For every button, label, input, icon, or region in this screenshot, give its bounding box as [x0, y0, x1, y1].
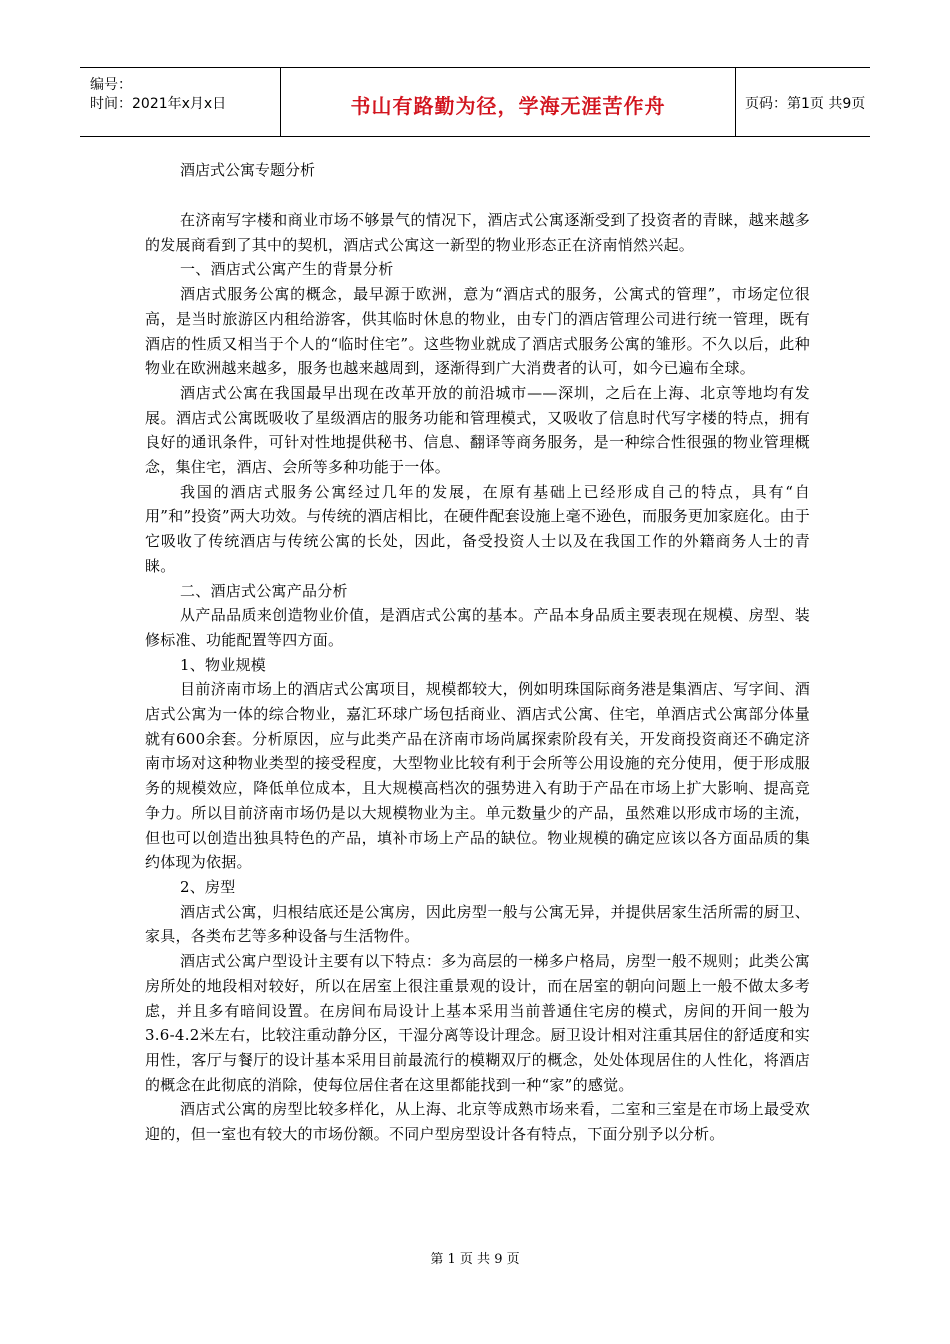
motto: 书山有路勤为径，学海无涯苦作舟	[350, 94, 666, 118]
header-left-cell	[80, 68, 280, 136]
section-heading: 二、酒店式公寓产品分析	[180, 581, 348, 600]
section-heading: 一、酒店式公寓产生的背景分析	[180, 260, 394, 279]
paragraph: 从产品品质来创造物业价值，是酒店式公寓的基本。产品本身品质主要表现在规模、房型、装修标准、功能配置等四方面。	[145, 606, 810, 649]
paragraph: 目前济南市场上的酒店式公寓项目，规模都较大，例如明珠国际商务港是集酒店、写字间、酒店式公寓为一体的综合物业，嘉汇环球广场包括商业、酒店式公寓、住宅，单酒店式公寓部分体量就有600余套。分析原因，应与此类产品在济南市场尚属探索阶段有关，开发商投资商还不确定济南市场对这种物业类型的接受程度，大型物业比较有利于会所等公用设施的充分使用，便于形成服务的规模效应，降低单位成本，且大规模高档次的强势进入有助于产品在市场上扩大影响、提高竞争力。所以目前济南市场仍是以大规模物业为主。单元数量少的产品，虽然难以形成市场的主流，但也可以创造出独具特色的产品，填补市场上产品的缺位。物业规模的确定应该以各方面品质的集约体现为依据。	[145, 680, 810, 872]
page-header	[80, 67, 870, 137]
paragraph: 酒店式公寓，归根结底还是公寓房，因此房型一般与公寓无异，并提供居家生活所需的厨卫、家具，各类布艺等多种设备与生活物件。	[145, 902, 810, 946]
paragraph: 酒店式公寓在我国最早出现在改革开放的前沿城市——深圳，之后在上海、北京等地均有发展。酒店式公寓既吸收了星级酒店的服务功能和管理模式，又吸收了信息时代写字楼的特点，拥有良好的通讯条件，可针对性地提供秘书、信息、翻译等商务服务，是一种综合性很强的物业管理概念，集住宅，酒店、会所等多种功能于一体。	[145, 383, 810, 477]
time-label: 时间：2021年x月x日	[90, 96, 227, 112]
header-page-cell	[735, 68, 870, 136]
paragraph: 酒店式公寓的房型比较多样化，从上海、北京等成熟市场来看，二室和三室是在市场上最受欢迎的，但一室也有较大的市场份额。不同户型房型设计各有特点，下面分别予以分析。	[145, 1100, 810, 1144]
page-footer: 第 1 页 共 9 页	[430, 1252, 520, 1267]
paragraph: 我国的酒店式服务公寓经过几年的发展，在原有基础上已经形成自己的特点，具有“自用”和”投资”两大功效。与传统的酒店相比，在硬件配套设施上毫不逊色，而服务更加家庭化。由于它吸收了传统酒店与传统公寓的长处，因此，备受投资人士以及在我国工作的外籍商务人士的青睐。	[145, 482, 810, 575]
document-body	[145, 158, 810, 1147]
paragraph: 酒店式服务公寓的概念，最早源于欧洲，意为“酒店式的服务，公寓式的管理”，市场定位很高，是当时旅游区内租给游客，供其临时休息的物业，由专门的酒店管理公司进行统一管理，既有酒店的性质又相当于个人的“临时住宅”。这些物业就成了酒店式服务公寓的雏形。不久以后，此种物业在欧洲越来越多，服务也越来越周到，逐渐得到广大消费者的认可，如今已遍布全球。	[145, 285, 810, 378]
number-label: 编号：	[90, 77, 132, 93]
paragraph: 酒店式公寓户型设计主要有以下特点：多为高层的一梯多户格局，房型一般不规则；此类公寓房所处的地段相对较好，所以在居室上很注重景观的设计，而在居室的朝向问题上一般不做太多考虑，并且多有暗间设置。在房间布局设计上基本采用当前普通住宅房的模式，房间的开间一般为3.6-4.2米左右，比较注重动静分区，干湿分离等设计理念。厨卫设计相对注重其居住的舒适度和实用性，客厅与餐厅的设计基本采用目前最流行的模糊双厅的概念，处处体现居住的人性化，将酒店的概念在此彻底的消除，使每位居住者在这里都能找到一种“家”的感觉。	[145, 952, 810, 1094]
subsection-heading: 2、房型	[180, 877, 236, 896]
header-motto-cell	[280, 68, 736, 136]
paragraph: 在济南写字楼和商业市场不够景气的情况下，酒店式公寓逐渐受到了投资者的青睐，越来越多的发展商看到了其中的契机，酒店式公寓这一新型的物业形态正在济南悄然兴起。	[145, 211, 810, 254]
document-title: 酒店式公寓专题分析	[180, 161, 316, 179]
subsection-heading: 1、物业规模	[180, 655, 267, 674]
header-page-info: 页码：第1页 共9页	[745, 96, 866, 112]
